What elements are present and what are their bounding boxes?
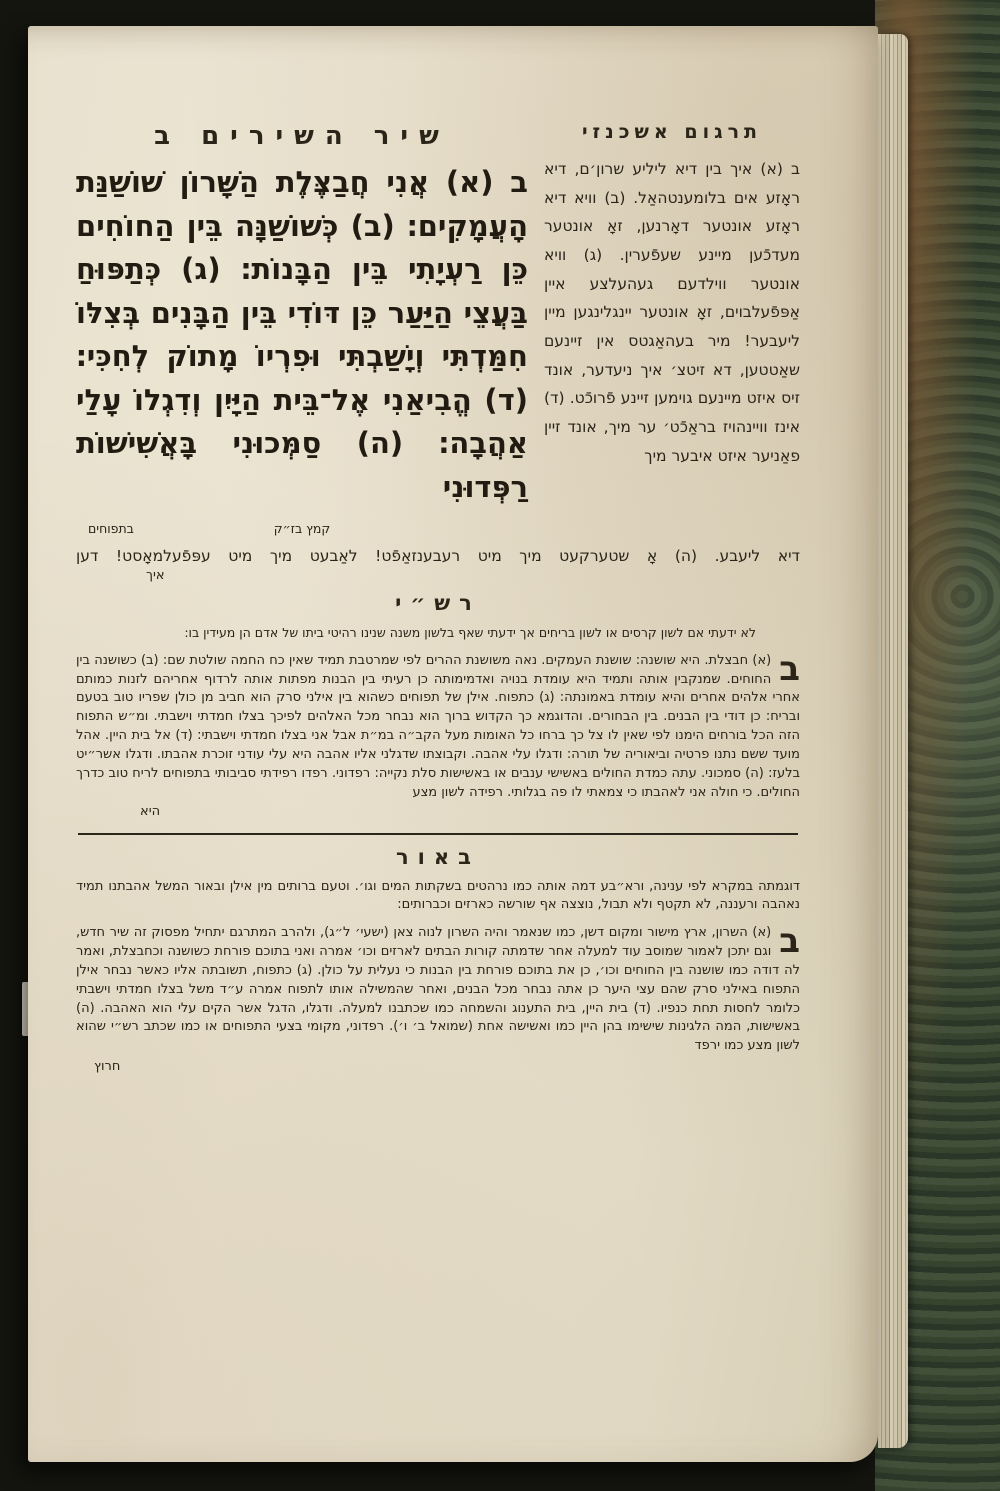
masora-note: קמץ בז״ק [273,521,331,536]
targum-column-title: תרגום אשכנזי [581,121,763,143]
biur-catchword: חרוץ [94,1059,121,1075]
targum-catchword: איך [146,568,165,583]
biur-section-title: באור [396,844,480,869]
page-stack-edges [878,34,908,1448]
rashi-chapter-initial: ב [779,648,800,689]
rashi-intro-text: לא ידעתי אם לשון קרסים או לשון בריחים אך ידעתי שאף בלשון משנה שנינו רהיטי ביתו של אדם הן מעידין בו: [184,625,756,640]
biur-chapter-initial: ב [779,921,800,962]
rashi-section-title: רש״י [395,591,481,615]
verse-text: ב (א) אֲנִי חֲבַצֶּלֶת הַשָּׁרוֹן שׁוֹשַׁנַּת הָעֲמָקִים׃ (ב) כְּשׁוֹשַׁנָּה בֵּין הַחוֹחִים כֵּן רַעְיָתִי בֵּין הַבָּנוֹת׃ (ג) כְּתַפּוּחַ בַּעֲצֵי הַיַּעַר כֵּן דּוֹדִי בֵּין הַבָּנִים בְּצִלּוֹ חִמַּדְתִּי וְיָשַׁבְתִּי וּפִרְיוֹ מָתוֹק לְחִכִּי׃ (ד) הֱבִיאַנִי אֶל־בֵּית הַיָּיִן וְדִגְלוֹ עָלַי אַהֲבָה׃ (ה) סַמְּכוּנִי בָּאֲשִׁישׁוֹת רַפְּדוּנִי [76,165,528,504]
verse-catchword: בתפוחים [88,521,134,536]
section-divider [78,833,798,835]
biur-commentary [76,921,800,1056]
targum-text: ב (א) איך בין דיא ליליע שרון׳ם, דיא ראָזע אים בלומענטהאַל. (ב) וויא דיא ראָזע אונטער דאָרנען, זאָ אונטער מעדכֿען מיינע שעפֿערין. (ג) וויא אונטער ווילדעם געהעלצע איין אַפּפֿעלבוים, זאָ אונטער יינגלינגען מיין ליעבער! מיר בעהאַגטס אין זיינעם שאַטטען, דא זיטצ׳ איך ניעדער, אונד זיס איזט מיינעם גוימען זיינע פֿרוכֿט. (ד) אינז וויינהויז בראַכֿט׳ ער מיך, אונד זיין פאַניער איזט איבער מיך [544,160,800,465]
verse-column-title: שיר השירים ב [154,121,450,151]
targum-column [544,121,800,470]
biur-intro-text: דוגמתה במקרא לפי ענינה, ורא״בע דמה אותה כמו נרהטים בשקתות המים וגו׳. וטעם ברותים מין אילן ובאור המשל אהבתנו תמיד נאהבה ורעננה, לא תקטף ולא תבול, נוצצה אף שורשה כארזים וכברותים: [76,878,800,913]
targum-overflow-line: דיא ליעבע. (ה) אָ שטערקעט מיך מיט רעבענזאַפֿט! לאַבעט מיך מיט עפּפֿעלמאָסט! דען [76,547,800,565]
top-two-column-section [76,121,800,539]
rashi-body-text: (א) חבצלת. היא שושנה: שושנת העמקים. נאה משושנת ההרים לפי שמרטבת תמיד שאין כח החמה שולטת שם: (ב) כשושנה בין החוחים. שמנקבין אותה ותמיד היא עומדת בנויה ואדמימותה כן רעיתי בין הבנות מפתות אותה לרדוף אחריהם לזנות כמותם אחרי אלהים אחרים והיא עומדת באמונתה: (ג) כתפוח. אילן של תפוחים כשהוא בין אילני סרק הוא חביב מן כולן שפריו טוב בטעם ובריח: כן דודי בין הבנים. בין הבחורים. והדוגמא כך הקדוש ברוך הוא נבחר מכל האלהים לפיכך בצלו חמדתי וישבתי. ומ״ש התפוח הזה הכל בורחים הימנו לפי שאין לו צל כך ברחו כל האומות מעל הקב״ה במ״ת אבל אני בצלו חמדתי וישבתי: (ד) אל בית היין. אהל מועד ששם נתנו פרטיה וביאוריה של תורה: ודגלו עלי אהבה. וקבוצתו שדגלני אליו אהבה היא עלי עודני זוכרת אהבתו. ודגלו אשר״יט בלעז: (ה) סמכוני. עתה כמדת החולים באשישי ענבים או באשישות סלת נקייה: רפדוני. רפדו רפידתי סביבותי בתפוחים לריח טוב כדרך החולים. כי חולה אני לאהבתו כי צמאתי לו פה בגלותי. רפידה לשון מצע [76,652,800,800]
verse-notes-row [76,521,528,539]
hebrew-verse-column [76,121,528,539]
biur-body-text: (א) השרון, ארץ מישור ומקום דשן, כמו שנאמר והיה השרון לנוה צאן (ישעי׳ ל״ג), ולהרב המתרגם יתחיל מפסוק זה שיר חדש, וגם יתכן לאמור שמוסב עוד למעלה אחר שדמתה קורות הבתים לארזים וכו׳ אמרה ואני בתוכם פורחת כשושנה וכחבצלת, ואמר לה דודה כמו שושנה בין החוחים וכו׳, כן את בתוכם פורחת בין הבנות כי נעלית על כולן. (ג) כתפוח, תשובתה אליו כאשר נבחר אילן התפוח באילני סרק שהם עצי היער כן אתה נבחר מכל הבנים, ואחר שהמשילה אותו לתפוח אמרה ע״ד משל בצלו חמדתי וישבתי כלומר לחסות תחת כנפיו. (ד) בית היין, בית התענוג והשמחה כמו שכתבנו למעלה. ודגלו, הדגל אשר הקים עלי הוא האהבה. (ה) באשישות, המה הלגינות שישימו בהן היין כמו ואשישה אחת (שמואל ב׳ ו׳). רפדוני, מקומי בצעי התפוחים או כמו שכתב רש״י שהוא לשון מצע כמו ירפד [76,925,800,1054]
rashi-catchword: היא [140,803,161,819]
rashi-commentary [76,648,800,803]
book-page [28,26,878,1462]
